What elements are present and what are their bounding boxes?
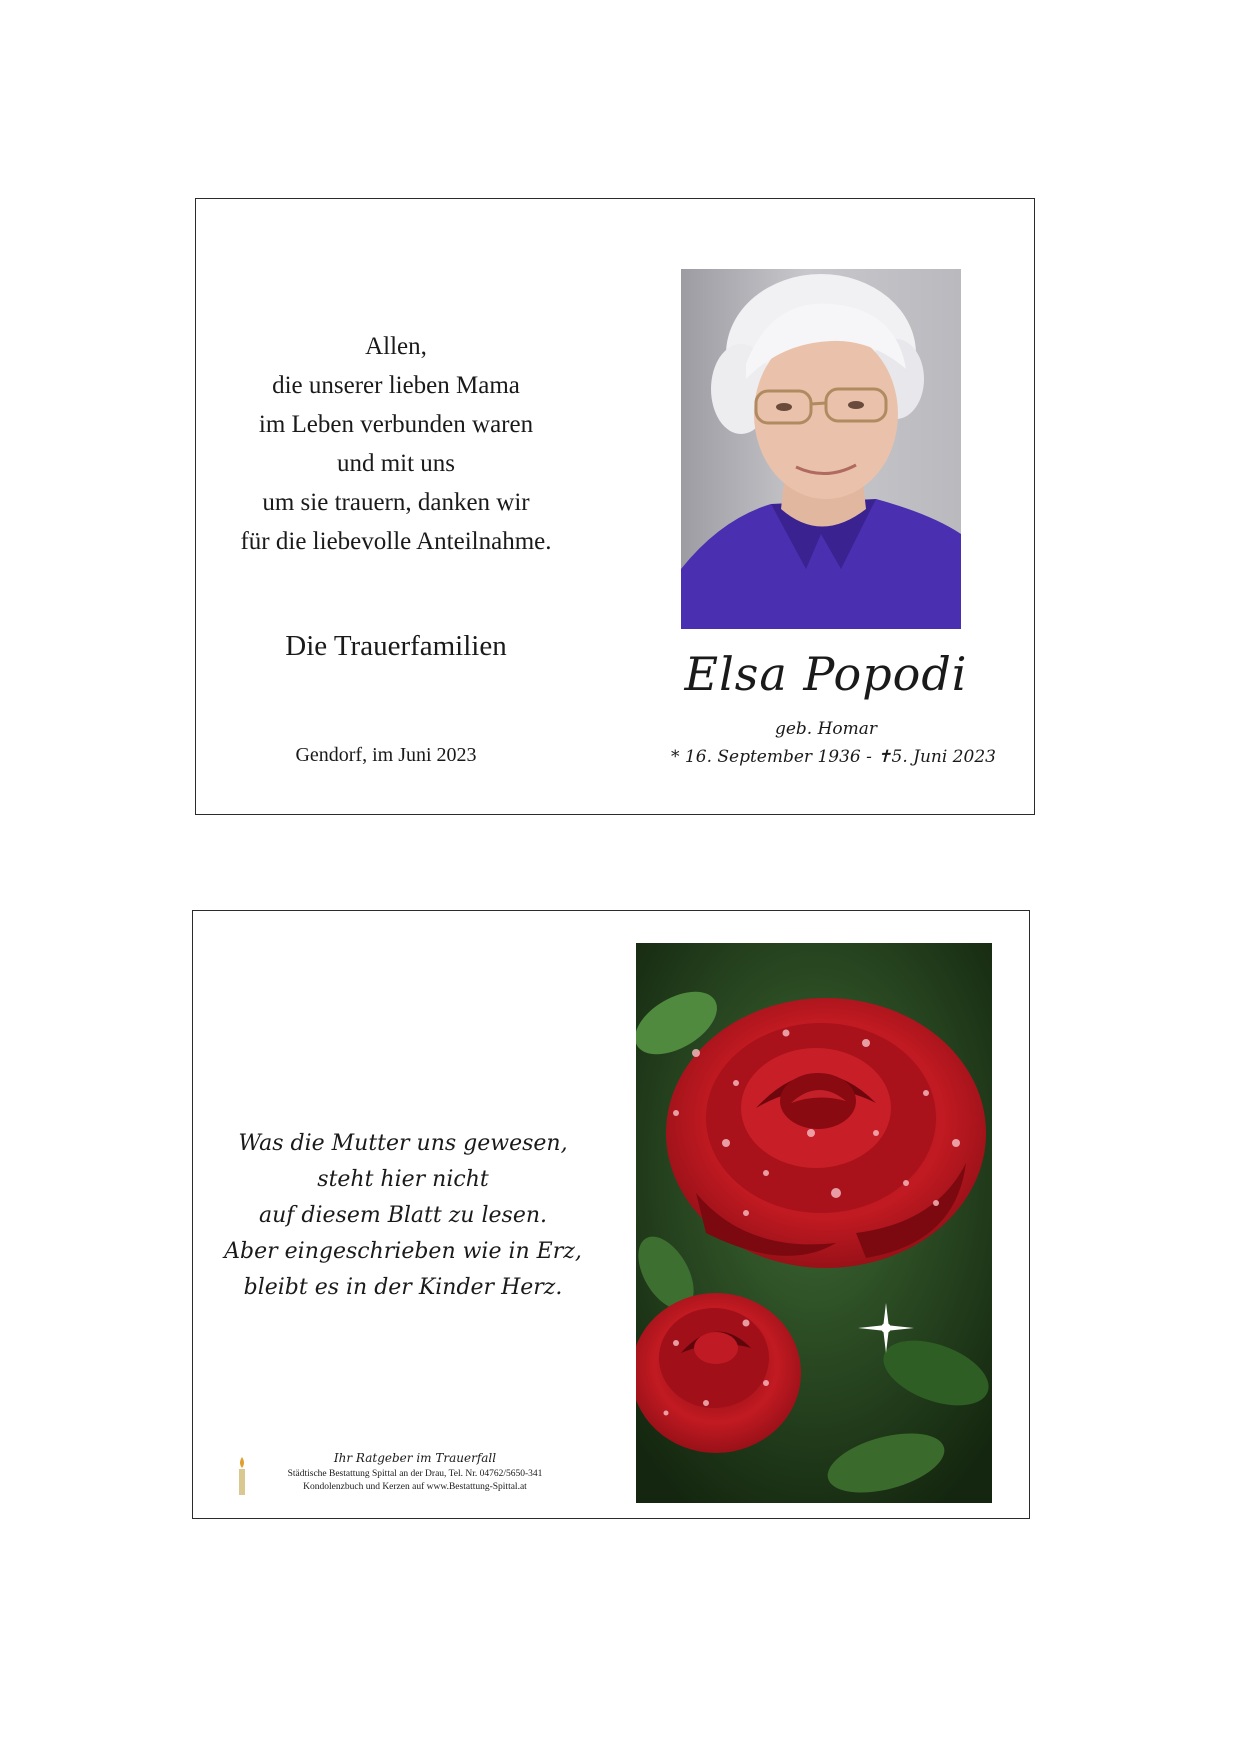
poem — [203, 1126, 603, 1306]
life-dates: * 16. September 1936 - ✝5. Juni 2023 — [671, 747, 996, 767]
thanks-line: Allen, — [365, 333, 427, 360]
rose-illustration — [636, 943, 992, 1503]
rose-photo — [636, 943, 992, 1503]
maiden-name: geb. Homar — [774, 719, 878, 739]
footer-website: Kondolenzbuch und Kerzen auf www.Bestattung-Spittal.at — [303, 1482, 527, 1492]
poem-line: bleibt es in der Kinder Herz. — [243, 1275, 563, 1300]
thanks-line: und mit uns — [336, 450, 456, 477]
candle-icon — [235, 1457, 249, 1497]
place-date: Gendorf, im Juni 2023 — [295, 744, 477, 766]
memorial-card-front — [195, 198, 1035, 815]
footer-address: Städtische Bestattung Spittal an der Drau, Tel. Nr. 04762/5650-341 — [287, 1469, 543, 1479]
thank-you-text — [226, 327, 566, 561]
funeral-home-footer — [235, 1451, 575, 1511]
thanks-line: für die liebevolle Anteilnahme. — [240, 528, 552, 555]
signature: Die Trauerfamilien — [285, 630, 507, 662]
portrait-photo — [681, 269, 961, 629]
poem-line: steht hier nicht — [317, 1167, 489, 1192]
poem-line: auf diesem Blatt zu lesen. — [259, 1203, 547, 1228]
thanks-line: die unserer lieben Mama — [272, 372, 520, 399]
portrait-illustration — [681, 269, 961, 629]
footer-title: Ihr Ratgeber im Trauerfall — [333, 1451, 497, 1465]
poem-line: Aber eingeschrieben wie in Erz, — [224, 1239, 582, 1264]
thanks-line: im Leben verbunden waren — [258, 411, 534, 438]
deceased-name: Elsa Popodi — [684, 647, 968, 701]
poem-line: Was die Mutter uns gewesen, — [238, 1131, 568, 1156]
thanks-line: um sie trauern, danken wir — [262, 489, 530, 516]
memorial-card-back — [192, 910, 1030, 1519]
